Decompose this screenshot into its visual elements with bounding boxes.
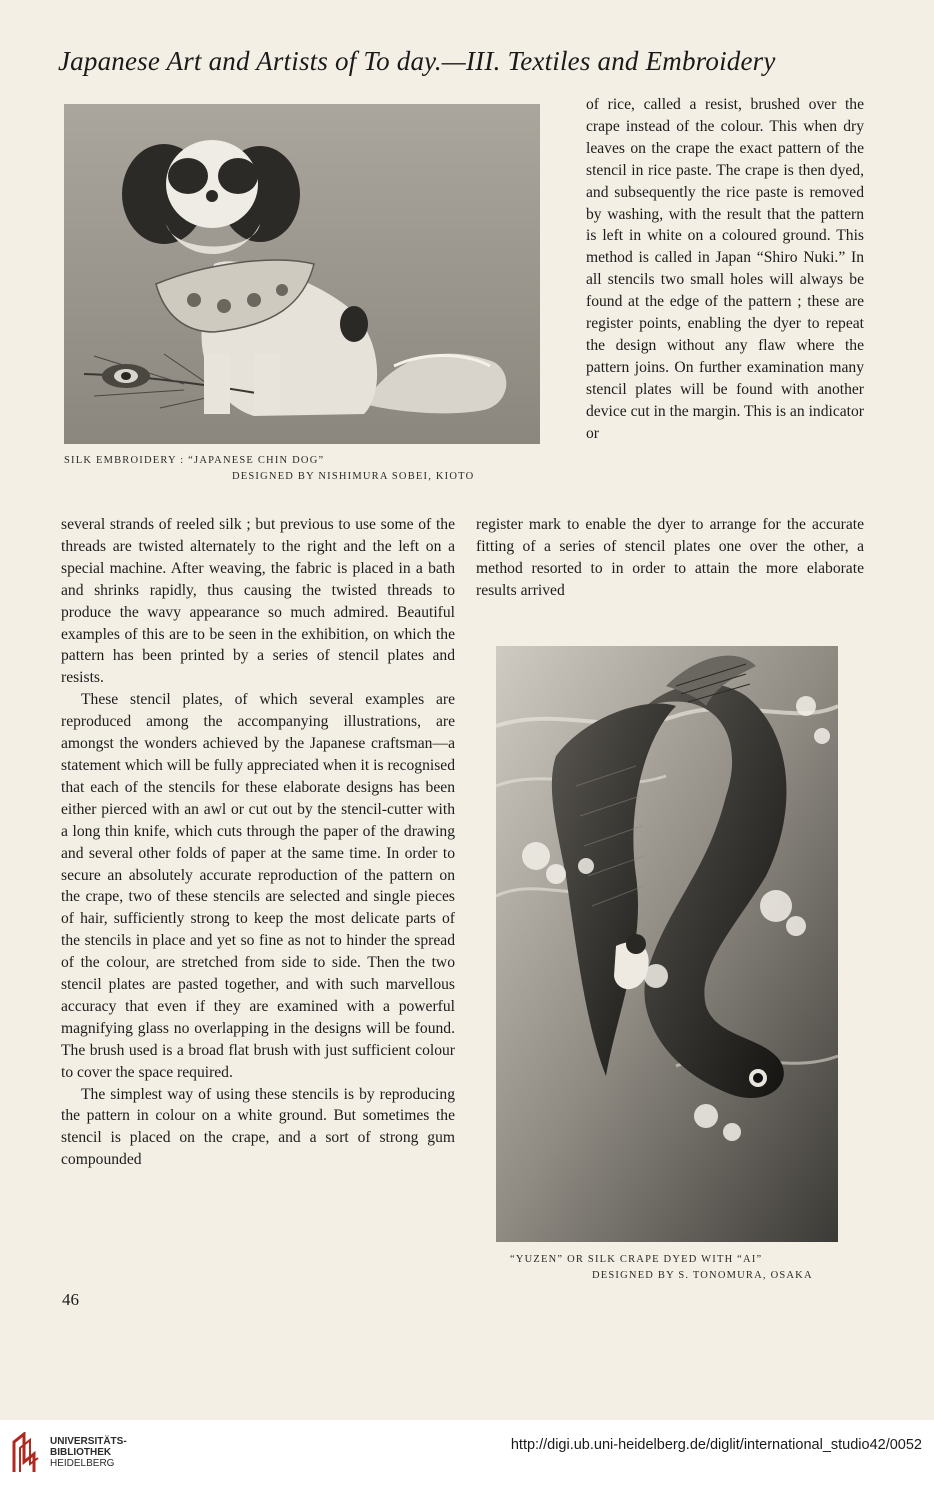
left-paragraph-3: The simplest way of using these stencils is by reproducing the pattern in colour on a white ground. But sometimes the stencil is placed on the crape, and a sort of strong gum compounded: [61, 1085, 455, 1169]
right-mid-paragraph: register mark to enable the dyer to arrange for the accurate fitting of a series of stencil plates one over the other, a method resorted to in order to attain the more elaborate results arrived: [476, 516, 864, 599]
carp-plate: [496, 646, 838, 1242]
left-column: [61, 514, 455, 1171]
running-head: Japanese Art and Artists of To day.—III. Textiles and Embroidery: [58, 46, 776, 76]
figure-1-caption-line-1: SILK EMBROIDERY : “JAPANESE CHIN DOG”: [64, 455, 325, 466]
page-number: 46: [62, 1290, 79, 1309]
left-paragraph-2: These stencil plates, of which several examples are reproduced among the accompanying illustrations, are amongst the wonders achieved by the Japanese craftsman—a statement which will be fully appreciated when it is recognised that each of the stencils for these elaborate designs has been either pierced with an awl or cut out by the stencil-cutter with a long thin knife, which cuts through the paper of the drawing and several other folds of paper at the same time. In order to secure an absolutely accurate reproduction of the pattern on the crape, two of these stencils are selected and single pieces of hair, sufficiently strong to keep the most delicate parts of the stencils in place and yet so fine as not to hinder the spread of the colour, are stretched from side to side. Then the two stencil plates are pasted together, and with such marvellous accuracy that even if they are examined with a powerful magnifying glass no overlapping in the designs will be found. The brush used is a broad flat brush with just sufficient colour to cover the space required.: [61, 691, 455, 1081]
library-name-line-2: BIBLIOTHEK: [50, 1447, 112, 1458]
library-name: [50, 1436, 127, 1469]
figure-2-caption-line-1: “YUZEN” OR SILK CRAPE DYED WITH “AI”: [510, 1254, 763, 1265]
right-mid-column: [476, 514, 864, 602]
right-top-paragraph: of rice, called a resist, brushed over the crape instead of the colour. This when dry leaves on the crape the exact pattern of the stencil in rice paste. The crape is then dyed, and subsequently the rice paste is removed by washing, with the result that the pattern is left in white on a coloured ground. This method is called in Japan “Shiro Nuki.” In all stencils two small holes will always be found at the edge of the pattern ; these are register points, enabling the dyer to repeat the design without any flaw where the pattern joins. On further examination many stencil plates will be found with another device cut in the margin. This is an indicator or: [586, 96, 864, 442]
library-logo-icon: [10, 1432, 42, 1476]
carp-illustration: [496, 646, 838, 1242]
library-name-line-3: HEIDELBERG: [50, 1458, 115, 1469]
left-paragraph-1: several strands of reeled silk ; but previous to use some of the threads are twisted alternately to the right and the left on a special machine. After weaving, the fabric is placed in a bath and shrinks rapidly, thus causing the twisted threads to produce the wavy appearance so much admired. Beautiful examples of this are to be seen in the exhibition, on which the pattern has been printed by a series of stencil plates and resists.: [61, 516, 455, 687]
figure-2-caption-line-2: DESIGNED BY S. TONOMURA, OSAKA: [592, 1270, 813, 1281]
source-url-link[interactable]: http://digi.ub.uni-heidelberg.de/diglit/international_studio42/0052: [510, 1437, 922, 1453]
chin-dog-illustration: [64, 104, 540, 444]
chin-dog-plate: [64, 104, 540, 444]
library-name-line-1: UNIVERSITÄTS-: [50, 1436, 127, 1447]
figure-1-caption-line-2: DESIGNED BY NISHIMURA SOBEI, KIOTO: [232, 471, 475, 482]
footer: [0, 1420, 934, 1492]
right-top-column: [586, 94, 864, 445]
